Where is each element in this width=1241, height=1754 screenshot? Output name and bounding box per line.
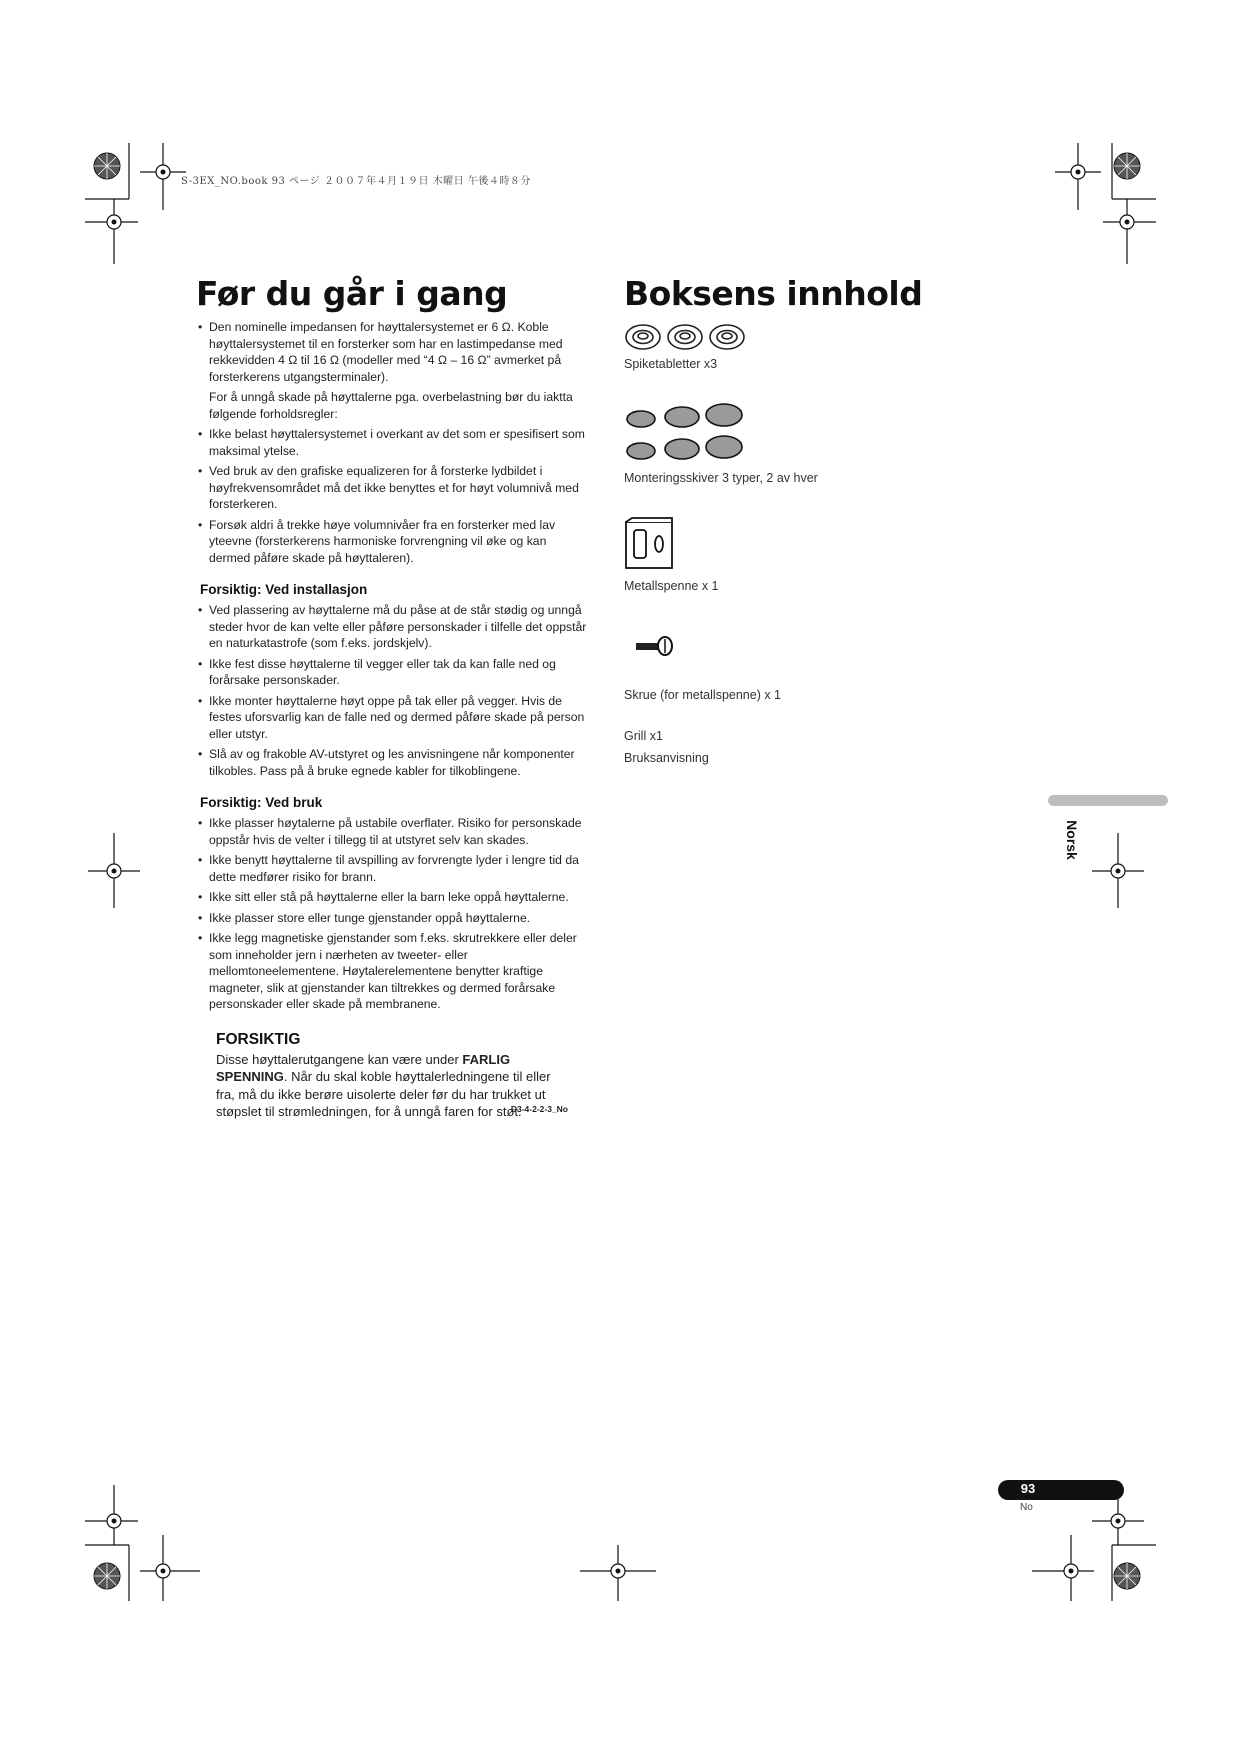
intro-bullet-impedance: • Den nominelle impedansen for høyttalersystemet er 6 Ω. Koble høyttalersystemet til en forsterker som har en lastimpedanse med rekkevidden 4 Ω til 16 Ω (modeller med “4 Ω – 16 Ω” avmerket på forsterkerens utgangsterminaler).: [198, 319, 590, 385]
section-title-before-start: Før du går i gang: [196, 274, 508, 313]
intro-bullet: • Forsøk aldri å trekke høye volumnivåer fra en forsterker med lav yteevne (forsterkerens harmoniske forvrengning vil øke og kan dermed påføre skade på høyttaleren).: [198, 517, 590, 567]
install-bullet: • Ved plassering av høyttalerne må du påse at de står stødig og unngå steder hvor de kan velte eller påføre personskader i tilfelle det oppstår en naturkatastrofe (som f.eks. jordskjelv).: [198, 602, 590, 652]
screw-icon: [634, 636, 674, 656]
warning-title: FORSIKTIG: [216, 1030, 301, 1048]
left-column: [198, 319, 590, 1121]
spike-tablets-icon: [624, 322, 748, 352]
warning-emphasis: FARLIG SPENNING: [216, 1051, 511, 1084]
item-manual: Bruksanvisning: [624, 751, 709, 765]
intro-bullet: • Ved bruk av den grafiske equalizeren for å forsterke lydbildet i høyfrekvensområdet må det ikke benyttes et for høyt volumnivå med forsterkeren.: [198, 463, 590, 513]
page-language-code: No: [1020, 1502, 1033, 1513]
item-metal-bracket: Metallspenne x 1: [624, 579, 719, 593]
install-bullet: • Slå av og frakoble AV-utstyret og les anvisningene når komponenter tilkobles. Pass på å bruke egnede kabler for tilkoblingene.: [198, 746, 590, 779]
mounting-discs-icon: [624, 403, 746, 465]
install-bullet: • Ikke fest disse høyttalerne til vegger eller tak da kan falle ned og forårsake personskader.: [198, 656, 590, 689]
print-header: S-3EX_NO.book 93 ページ ２００７年４月１９日 木曜日 午後４時８分: [181, 176, 531, 187]
use-bullet: • Ikke sitt eller stå på høyttalerne eller la barn leke oppå høyttalerne.: [198, 889, 590, 906]
intro-precautions: For å unngå skade på høyttalerne pga. overbelastning bør du iaktta følgende forholdsregler:: [209, 390, 573, 421]
item-screw: Skrue (for metallspenne) x 1: [624, 688, 782, 702]
language-tab-label: Norsk: [1063, 820, 1080, 860]
warning-text: Disse høyttalerutgangene kan være under FARLIG SPENNING. Når du skal koble høyttalerledningene til eller fra, må du ikke berøre uisolerte deler før du har trukket ut støpslet til strømledningen, for å unngå faren for støt. D3-4-2-2-3_No: [216, 1051, 568, 1119]
metal-bracket-icon: [624, 516, 676, 572]
use-bullet: • Ikke plasser høytalerne på ustabile overflater. Risiko for personskade oppstår hvis de velter i tillegg til at utstyret selv kan skades.: [198, 815, 590, 848]
language-tab-bar: [1048, 795, 1168, 806]
install-caution-heading: Forsiktig: Ved installasjon: [200, 582, 368, 597]
item-spike-tablets: Spiketabletter x3: [624, 357, 718, 371]
language-tab: [1063, 812, 1082, 872]
warning-code: D3-4-2-2-3_No: [510, 1104, 568, 1114]
use-bullet: • Ikke benytt høyttalerne til avspilling av forvrengte lyder i lengre tid da dette medfører risiko for brann.: [198, 852, 590, 885]
item-grill: Grill x1: [624, 729, 663, 743]
install-bullet: • Ikke monter høyttalerne høyt oppe på tak eller på vegger. Hvis de festes uforsvarlig kan de falle ned og dermed påføre skade på person eller utstyr.: [198, 693, 590, 743]
use-bullet: • Ikke plasser store eller tunge gjenstander oppå høyttalerne.: [198, 910, 590, 927]
use-caution-heading: Forsiktig: Ved bruk: [200, 795, 323, 810]
item-mounting-discs: Monteringsskiver 3 typer, 2 av hver: [624, 471, 818, 485]
section-title-box-contents: Boksens innhold: [624, 274, 923, 313]
intro-bullet: • Ikke belast høyttalersystemet i overkant av det som er spesifisert som maksimal ytelse.: [198, 426, 590, 459]
page-number: 93: [1020, 1481, 1036, 1496]
use-bullet: • Ikke legg magnetiske gjenstander som f.eks. skrutrekkere eller deler som inneholder jern i nærheten av tweeter- eller mellomtoneelementene. Høytalerelementene benytter kraftige magneter, slik at gjenstander kan tiltrekkes og dermed forårsake personskader eller skade på membranene.: [198, 930, 590, 1013]
